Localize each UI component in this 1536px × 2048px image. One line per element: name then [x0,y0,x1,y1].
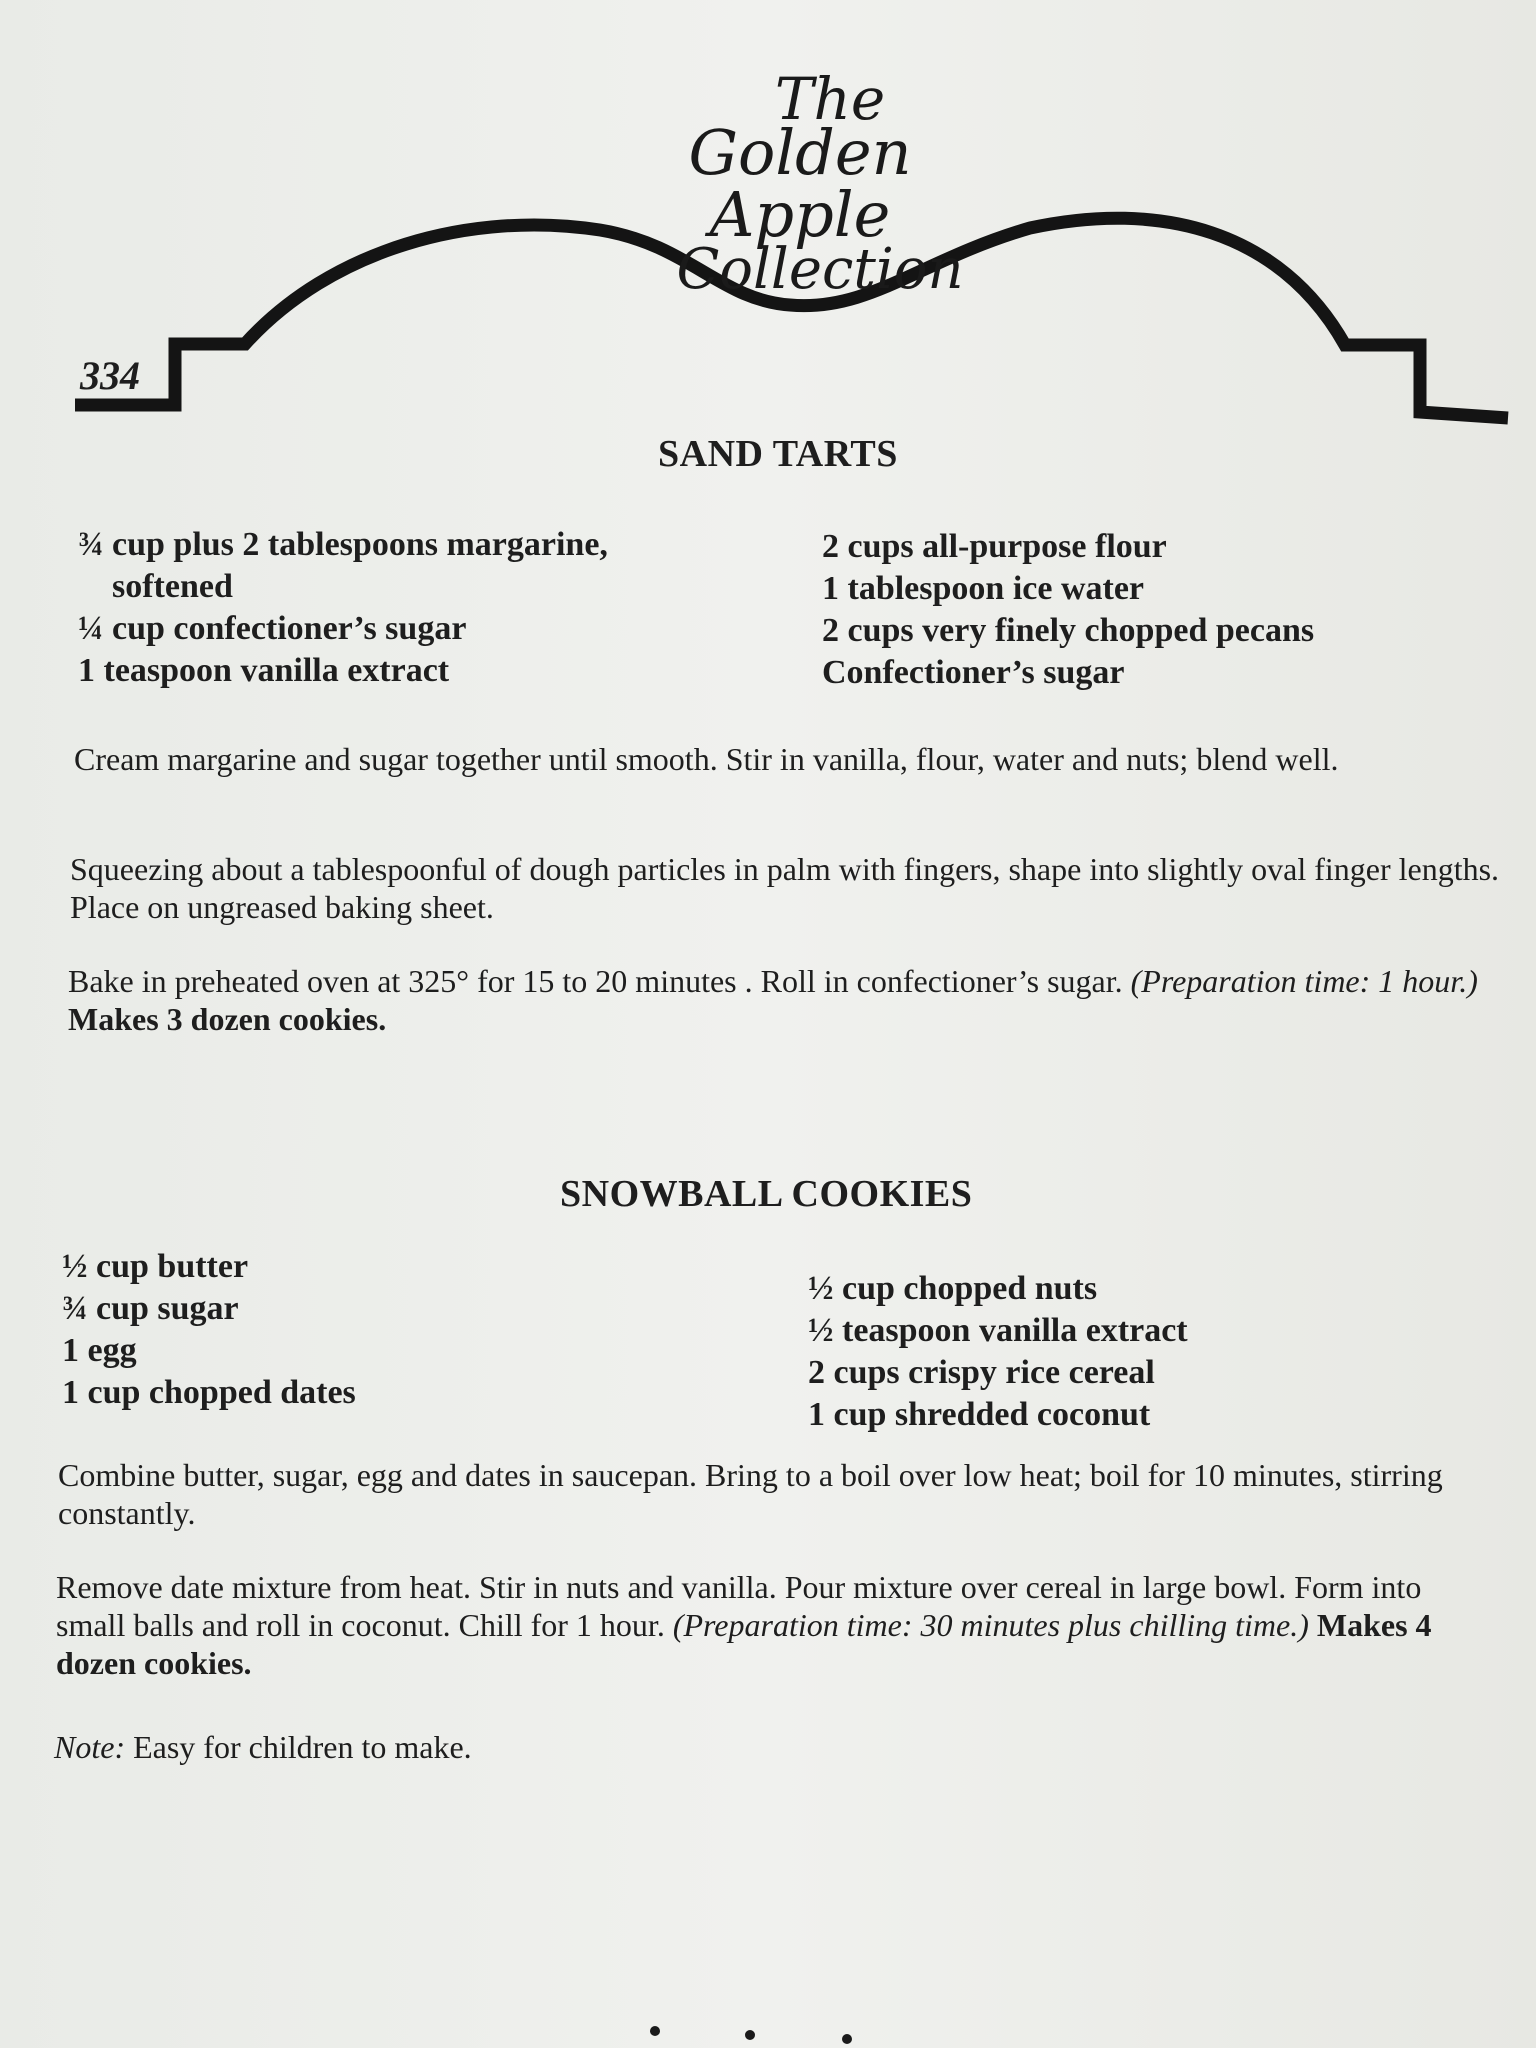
ingredients-right [808,1268,1188,1436]
ingredient: ¼ cup confectioner’s sugar [78,610,467,647]
recipe-title-snowball-cookies: SNOWBALL COOKIES [560,1173,973,1215]
ingredient: 2 cups crispy rice cereal [808,1354,1155,1391]
decorative-dot [650,2026,660,2036]
preparation-time: (Preparation time: 30 minutes plus chilling time.) [672,1607,1309,1643]
logo-line-2: Golden Apple [688,116,912,251]
logo-line-3: Collection [676,237,964,302]
ingredient: 1 cup chopped dates [62,1374,356,1411]
note-label: Note: [54,1729,126,1765]
ingredient: 1 tablespoon ice water [822,570,1145,607]
ingredients-right [822,526,1314,694]
instruction-paragraph [68,962,1498,1038]
ingredients-left [62,1246,356,1414]
logo-line-1: The [774,65,886,133]
ingredient: 2 cups very finely chopped pecans [822,612,1315,649]
ingredient: 1 cup shredded coconut [808,1396,1151,1433]
note-text: Easy for children to make. [125,1729,472,1765]
decorative-dot [745,2030,755,2040]
instruction-paragraph: Squeezing about a tablespoonful of dough particles in palm with fingers, shape into slightly oval finger lengths. Place on ungreased baking sheet. [70,851,1500,925]
book-logo [630,65,970,302]
ingredient: ¾ cup sugar [62,1290,239,1327]
yield: Makes 3 dozen cookies. [68,1001,387,1037]
ingredient: 2 cups all-purpose flour [822,528,1167,565]
ingredient: softened [112,568,233,605]
decorative-dot [842,2034,852,2044]
instruction-paragraph: Cream margarine and sugar together until smooth. Stir in vanilla, flour, water and nuts; blend well. [74,741,1339,777]
ingredients-left [78,524,608,692]
instruction-paragraph [56,1568,1486,1682]
instruction-text: Remove date mixture from heat. Stir in nuts and vanilla. Pour mixture over cereal in large bowl. Form into small balls and roll in coconut. Chill for 1 hour. [56,1569,1422,1643]
note [54,1728,1484,1766]
yield: Makes 4 dozen cookies. [56,1607,1432,1681]
recipe-title-sand-tarts: SAND TARTS [658,433,898,475]
ingredient: ¾ cup plus 2 tablespoons margarine, [78,526,608,563]
preparation-time: (Preparation time: 1 hour.) [1130,963,1478,999]
ingredient: Confectioner’s sugar [822,654,1125,691]
instruction-text: Bake in preheated oven at 325° for 15 to 20 minutes . Roll in confectioner’s sugar. [68,963,1131,999]
ingredient: 1 teaspoon vanilla extract [78,652,450,689]
ingredient: 1 egg [62,1332,137,1369]
ingredient: ½ cup butter [62,1248,249,1285]
ingredient: ½ cup chopped nuts [808,1270,1098,1307]
page-number: 334 [80,353,140,398]
ingredient: ½ teaspoon vanilla extract [808,1312,1188,1349]
instruction-paragraph: Combine butter, sugar, egg and dates in saucepan. Bring to a boil over low heat; boil for 10 minutes, stirring constantly. [58,1457,1443,1531]
